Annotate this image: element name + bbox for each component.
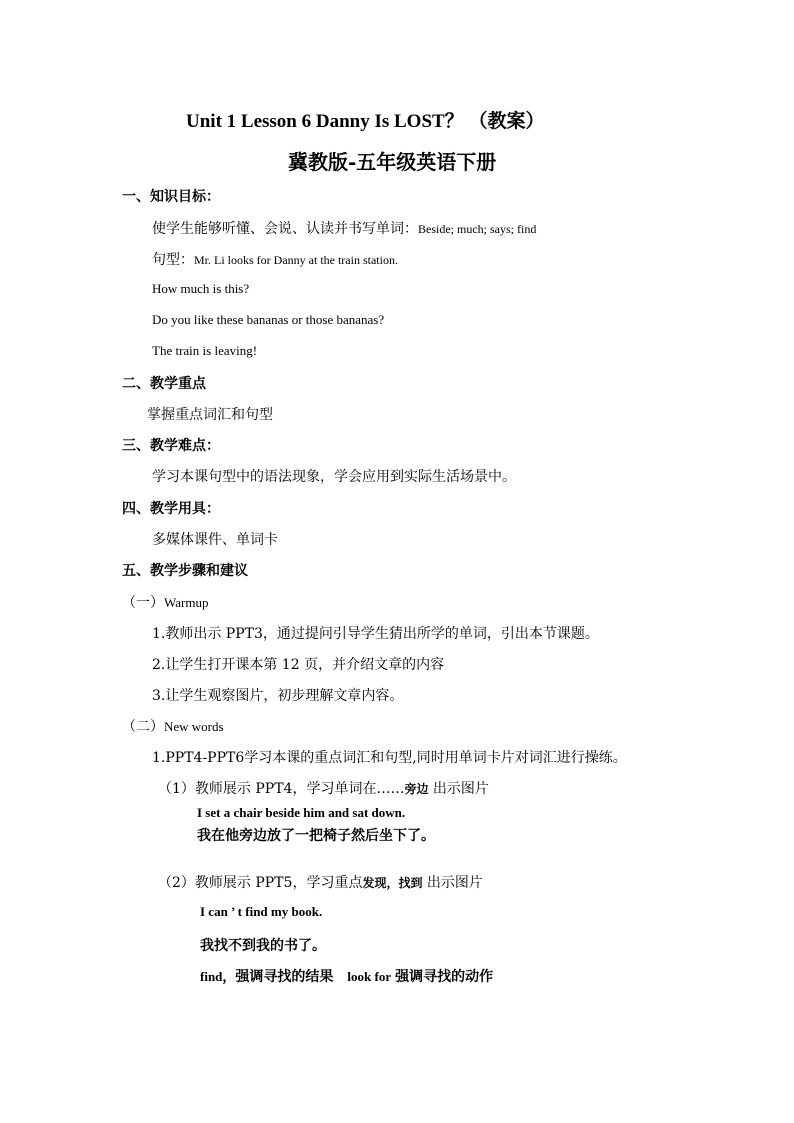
warmup-step-2: 2.让学生打开课本第 12 页，并介绍文章的内容 — [152, 657, 445, 673]
section-2-text: 掌握重点词汇和句型 — [147, 407, 273, 423]
pattern-3: Do you like these bananas or those bananas? — [152, 312, 385, 327]
section-4-heading: 四、教学用具： — [122, 501, 220, 517]
sub-step-1 — [158, 778, 489, 798]
sub-step-2-prefix: （2）教师展示 PPT5，学习重点 — [158, 875, 363, 891]
pattern-1: Mr. Li looks for Danny at the train station. — [194, 253, 398, 267]
note-find: find， — [200, 969, 236, 984]
section-3-text: 学习本课句型中的语法现象，学会应用到实际生活场景中。 — [152, 469, 516, 485]
pattern-4: The train is leaving! — [152, 343, 258, 358]
section-2-heading: 二、教学重点 — [122, 376, 206, 392]
note-find-meaning: 强调寻找的结果 — [235, 969, 334, 985]
find-vs-look-for-note — [200, 966, 493, 986]
pattern-prefix: 句型： — [152, 252, 194, 268]
vocab-words: Beside; much; says; find — [418, 222, 537, 236]
pattern-line — [152, 249, 398, 269]
warmup-heading — [122, 592, 208, 612]
section-5-heading: 五、教学步骤和建议 — [122, 563, 248, 579]
vocab-prefix: 使学生能够听懂、会说、认读并书写单词： — [152, 221, 418, 237]
sub-step-2 — [158, 872, 483, 892]
new-words-label: New words — [164, 719, 224, 734]
warmup-label: Warmup — [164, 595, 209, 610]
sub-step-1-prefix: （1）教师展示 PPT4，学习单词在…… — [158, 781, 405, 797]
sub-step-1-emph: 旁边 — [404, 782, 429, 796]
section-3-heading: 三、教学难点： — [122, 438, 220, 454]
sub-step-2-emph: 发现，找到 — [362, 876, 423, 890]
section-4-text: 多媒体课件、单词卡 — [152, 532, 278, 548]
new-words-heading — [122, 716, 224, 736]
note-look-for-meaning: 强调寻找的动作 — [395, 969, 494, 985]
warmup-prefix: （一） — [122, 595, 164, 611]
warmup-step-1: 1.教师出示 PPT3，通过提问引导学生猜出所学的单词，引出本节课题。 — [152, 626, 599, 642]
example-2-zh: 我找不到我的书了。 — [200, 938, 326, 954]
document-title: Unit 1 Lesson 6 Danny Is LOST？ （教案） — [186, 111, 545, 132]
new-words-step-1: 1.PPT4-PPT6学习本课的重点词汇和句型,同时用单词卡片对词汇进行操练。 — [152, 750, 627, 766]
document-subtitle: 冀教版-五年级英语下册 — [288, 150, 497, 174]
vocab-line — [152, 218, 536, 238]
warmup-step-3: 3.让学生观察图片，初步理解文章内容。 — [152, 688, 404, 704]
example-1-en: I set a chair beside him and sat down. — [197, 805, 406, 820]
pattern-2: How much is this? — [152, 281, 250, 296]
sub-step-2-suffix: 出示图片 — [422, 875, 483, 891]
section-1-heading: 一、知识目标： — [122, 189, 220, 205]
new-words-prefix: （二） — [122, 719, 164, 735]
example-1-zh: 我在他旁边放了一把椅子然后坐下了。 — [197, 828, 435, 844]
example-2-en: I can ’ t find my book. — [200, 904, 323, 919]
sub-step-1-suffix: 出示图片 — [428, 781, 489, 797]
note-look-for: look for — [347, 969, 392, 984]
